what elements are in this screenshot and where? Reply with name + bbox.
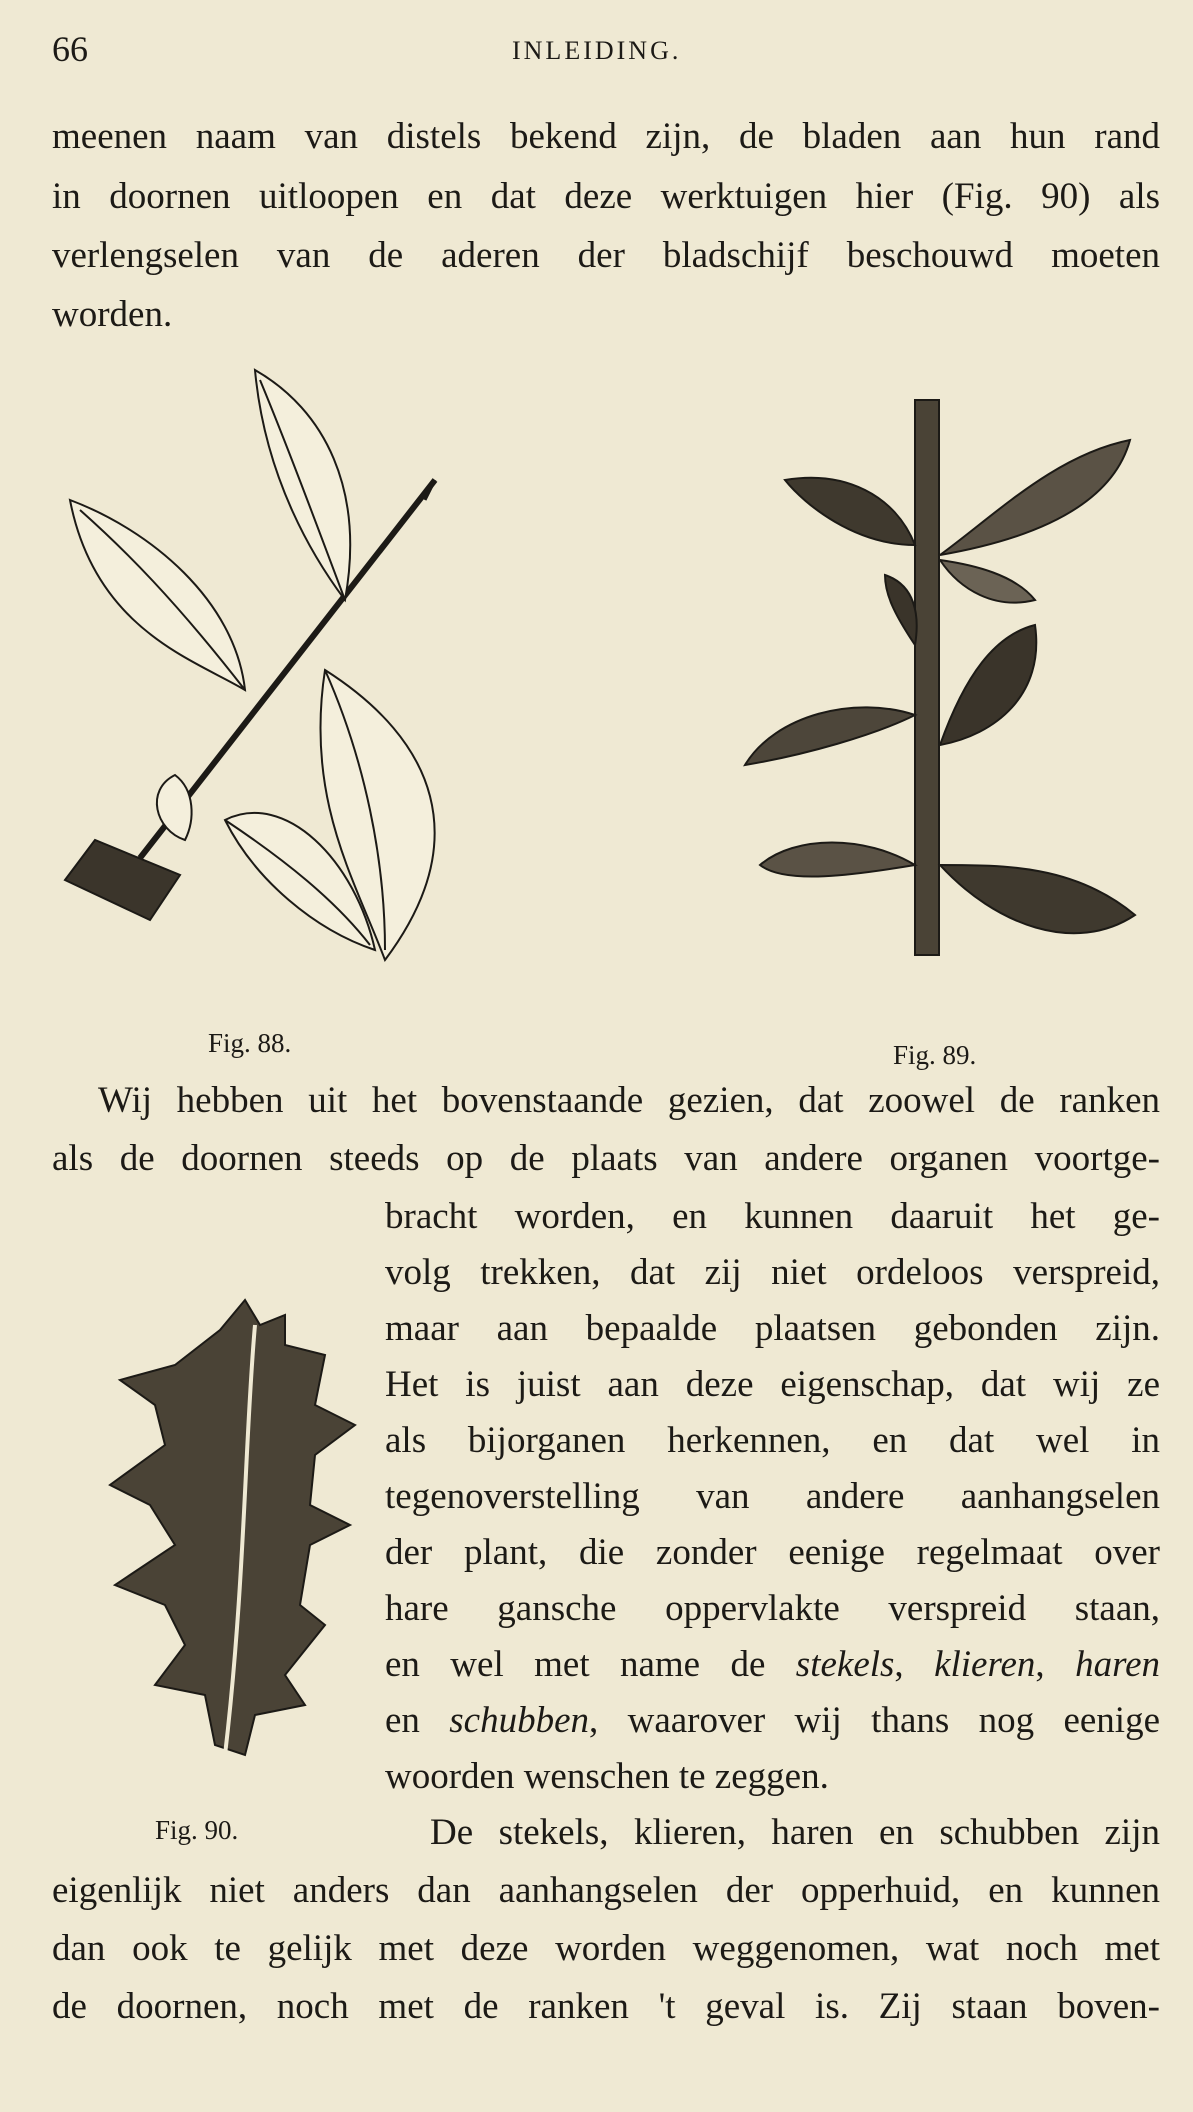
page-number: 66 (52, 29, 88, 69)
page-header (52, 28, 1153, 78)
text-segment: , (1035, 1644, 1076, 1685)
text-segment: en wel met name de (385, 1644, 796, 1685)
text-line-with-terms (385, 1646, 1160, 1683)
text-line: als de doornen steeds op de plaats van andere organen voortge- (52, 1138, 1160, 1179)
fig-88-illustration (55, 360, 465, 990)
fig-89-caption: Fig. 89. (893, 1040, 977, 1070)
text-line: meenen naam van distels bekend zijn, de bladen aan hun rand (52, 116, 1160, 157)
term-schubben: schubben (449, 1700, 590, 1741)
term-stekels: stekels (795, 1644, 895, 1685)
text-line: Het is juist aan deze eigenschap, dat wij ze (385, 1364, 1160, 1405)
term-klieren: klieren (934, 1644, 1036, 1685)
fig-89-illustration (735, 395, 1145, 975)
text-line: der plant, die zonder eenige regelmaat over (385, 1532, 1160, 1573)
text-line: eigenlijk niet anders dan aanhangselen der opperhuid, en kunnen (52, 1870, 1160, 1911)
fig-88-caption: Fig. 88. (208, 1028, 292, 1058)
text-line: worden. (52, 294, 173, 335)
text-line: Wij hebben uit het bovenstaande gezien, dat zoowel de ranken (98, 1080, 1160, 1121)
text-line: bracht worden, en kunnen daaruit het ge- (385, 1196, 1160, 1237)
running-head: INLEIDING. (512, 36, 682, 65)
text-line: als bijorganen herkennen, en dat wel in (385, 1420, 1160, 1461)
text-line: tegenoverstelling van andere aanhangselen (385, 1476, 1160, 1517)
text-line: hare gansche oppervlakte verspreid staan, (385, 1588, 1160, 1629)
text-line: maar aan bepaalde plaatsen gebonden zijn. (385, 1308, 1160, 1349)
text-segment: , (894, 1644, 935, 1685)
text-line: dan ook te gelijk met deze worden weggenomen, wat noch met (52, 1928, 1160, 1969)
fig-90-illustration (95, 1285, 365, 1775)
text-line: woorden wenschen te zeggen. (385, 1756, 829, 1797)
text-line-with-terms (385, 1702, 1160, 1739)
text-line: volg trekken, dat zij niet ordeloos verspreid, (385, 1252, 1160, 1293)
text-line: De stekels, klieren, haren en schubben zijn (430, 1812, 1160, 1853)
text-line: in doornen uitloopen en dat deze werktuigen hier (Fig. 90) als (52, 176, 1160, 217)
text-line: verlengselen van de aderen der bladschijf beschouwd moeten (52, 235, 1160, 276)
text-segment: en (385, 1700, 450, 1741)
fig-90-caption: Fig. 90. (155, 1815, 239, 1845)
text-segment: , waarover wij thans nog eenige (589, 1700, 1160, 1741)
term-haren: haren (1075, 1644, 1161, 1685)
text-line: de doornen, noch met de ranken 't geval is. Zij staan boven- (52, 1986, 1160, 2027)
